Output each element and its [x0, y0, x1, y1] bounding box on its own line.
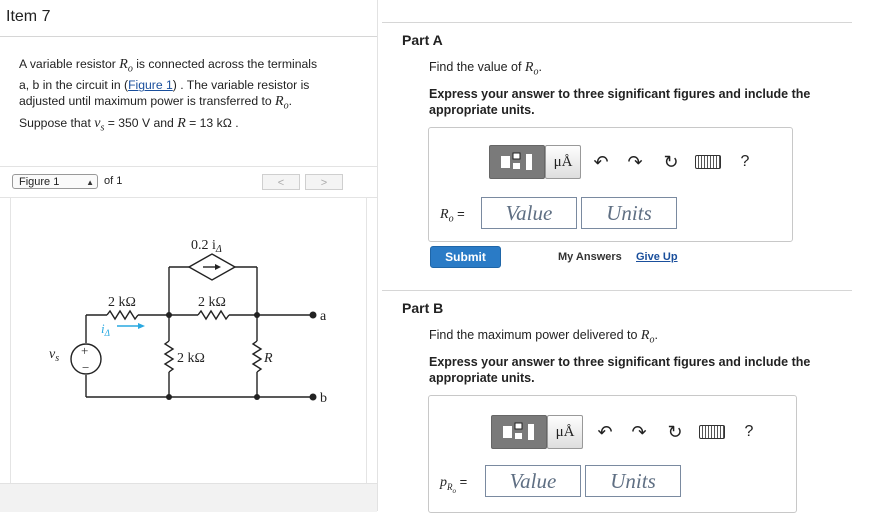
svg-text:0.2 iΔ: 0.2 $i_\Delta$ [191, 238, 222, 255]
figure-toolbar [0, 166, 377, 198]
submit-button[interactable]: Submit [430, 246, 501, 268]
part-a-input-label: $R_o$ = [440, 206, 465, 225]
svg-text:2 kΩ: 2 kΩ [198, 295, 226, 310]
part-b-input-label: $p_{R_o}$ = [440, 474, 468, 495]
give-up-link[interactable]: Give Up [636, 251, 678, 263]
templates-button[interactable] [491, 415, 547, 449]
svg-text:a: a [320, 309, 327, 324]
part-b-toolbar [491, 415, 781, 449]
reset-icon[interactable]: ↻ [663, 152, 679, 172]
svg-text:2 kΩ: 2 kΩ [177, 351, 205, 366]
divider [382, 22, 852, 23]
divider [382, 290, 852, 291]
part-b-title: Part B [402, 300, 444, 316]
svg-text:+: + [81, 343, 89, 358]
figure-select[interactable]: Figure 1 ▲ [12, 174, 98, 189]
problem-panel [0, 0, 377, 511]
part-a-toolbar [489, 145, 779, 179]
svg-text:−: − [82, 360, 90, 375]
part-b-answer-box [428, 395, 797, 513]
figure-frame [10, 197, 367, 485]
undo-icon[interactable]: ↶ [597, 422, 613, 442]
templates-button[interactable] [489, 145, 545, 179]
part-b-question: Find the maximum power delivered to $R_o$. [429, 328, 658, 346]
problem-text: A variable resistor $R_o$ is connected across the terminals a, b in the circuit in (Figure 1) . The variable resistor is adjusted until maximum power is transferred to $R_o$. Suppose that $v_s = 350$ V and R = 13 kΩ . [19, 57, 318, 134]
svg-text:R: R [264, 351, 273, 366]
part-b-value-field[interactable]: Value [485, 465, 581, 497]
svg-text:iΔ: $i_\Delta$ [101, 321, 110, 338]
svg-text:2 kΩ: 2 kΩ [108, 295, 136, 310]
part-a-units-field[interactable]: Units [581, 197, 677, 229]
templates-icon [490, 146, 544, 178]
svg-text:b: b [320, 391, 327, 406]
units-button[interactable] [547, 415, 583, 449]
item-title: Item 7 [6, 8, 51, 25]
part-b-units-field[interactable]: Units [585, 465, 681, 497]
select-arrows-icon: ▲ [86, 178, 94, 187]
undo-icon[interactable]: ↶ [593, 152, 609, 172]
redo-icon[interactable]: ↷ [631, 422, 647, 442]
part-a-question: Find the value of $R_o$. [429, 60, 542, 78]
figure-count: of 1 [104, 175, 123, 187]
divider [0, 36, 377, 37]
part-a-title: Part A [402, 32, 443, 48]
part-a-answer-box [428, 127, 793, 242]
next-figure-button[interactable]: > [305, 174, 343, 190]
units-glyph: μÅ [555, 424, 575, 440]
redo-icon[interactable]: ↷ [627, 152, 643, 172]
circuit-diagram [11, 198, 366, 484]
part-b-instruction: Express your answer to three significant figures and include the appropriate units. [429, 355, 811, 385]
units-glyph: μÅ [553, 154, 573, 170]
prev-figure-button[interactable]: < [262, 174, 300, 190]
figure-footer [0, 483, 377, 512]
keyboard-icon[interactable] [699, 425, 725, 439]
help-icon[interactable]: ? [744, 423, 754, 440]
answer-panel [378, 0, 872, 511]
my-answers-link[interactable]: My Answers [558, 251, 622, 263]
part-a-value-field[interactable]: Value [481, 197, 577, 229]
units-button[interactable] [545, 145, 581, 179]
figure-link[interactable]: Figure 1 [128, 78, 173, 93]
help-icon[interactable]: ? [740, 153, 750, 170]
svg-text:vs: $v_s$ [49, 347, 60, 364]
keyboard-icon[interactable] [695, 155, 721, 169]
templates-icon [492, 416, 546, 448]
part-a-instruction: Express your answer to three significant figures and include the appropriate units. [429, 87, 811, 117]
reset-icon[interactable]: ↻ [667, 422, 683, 442]
